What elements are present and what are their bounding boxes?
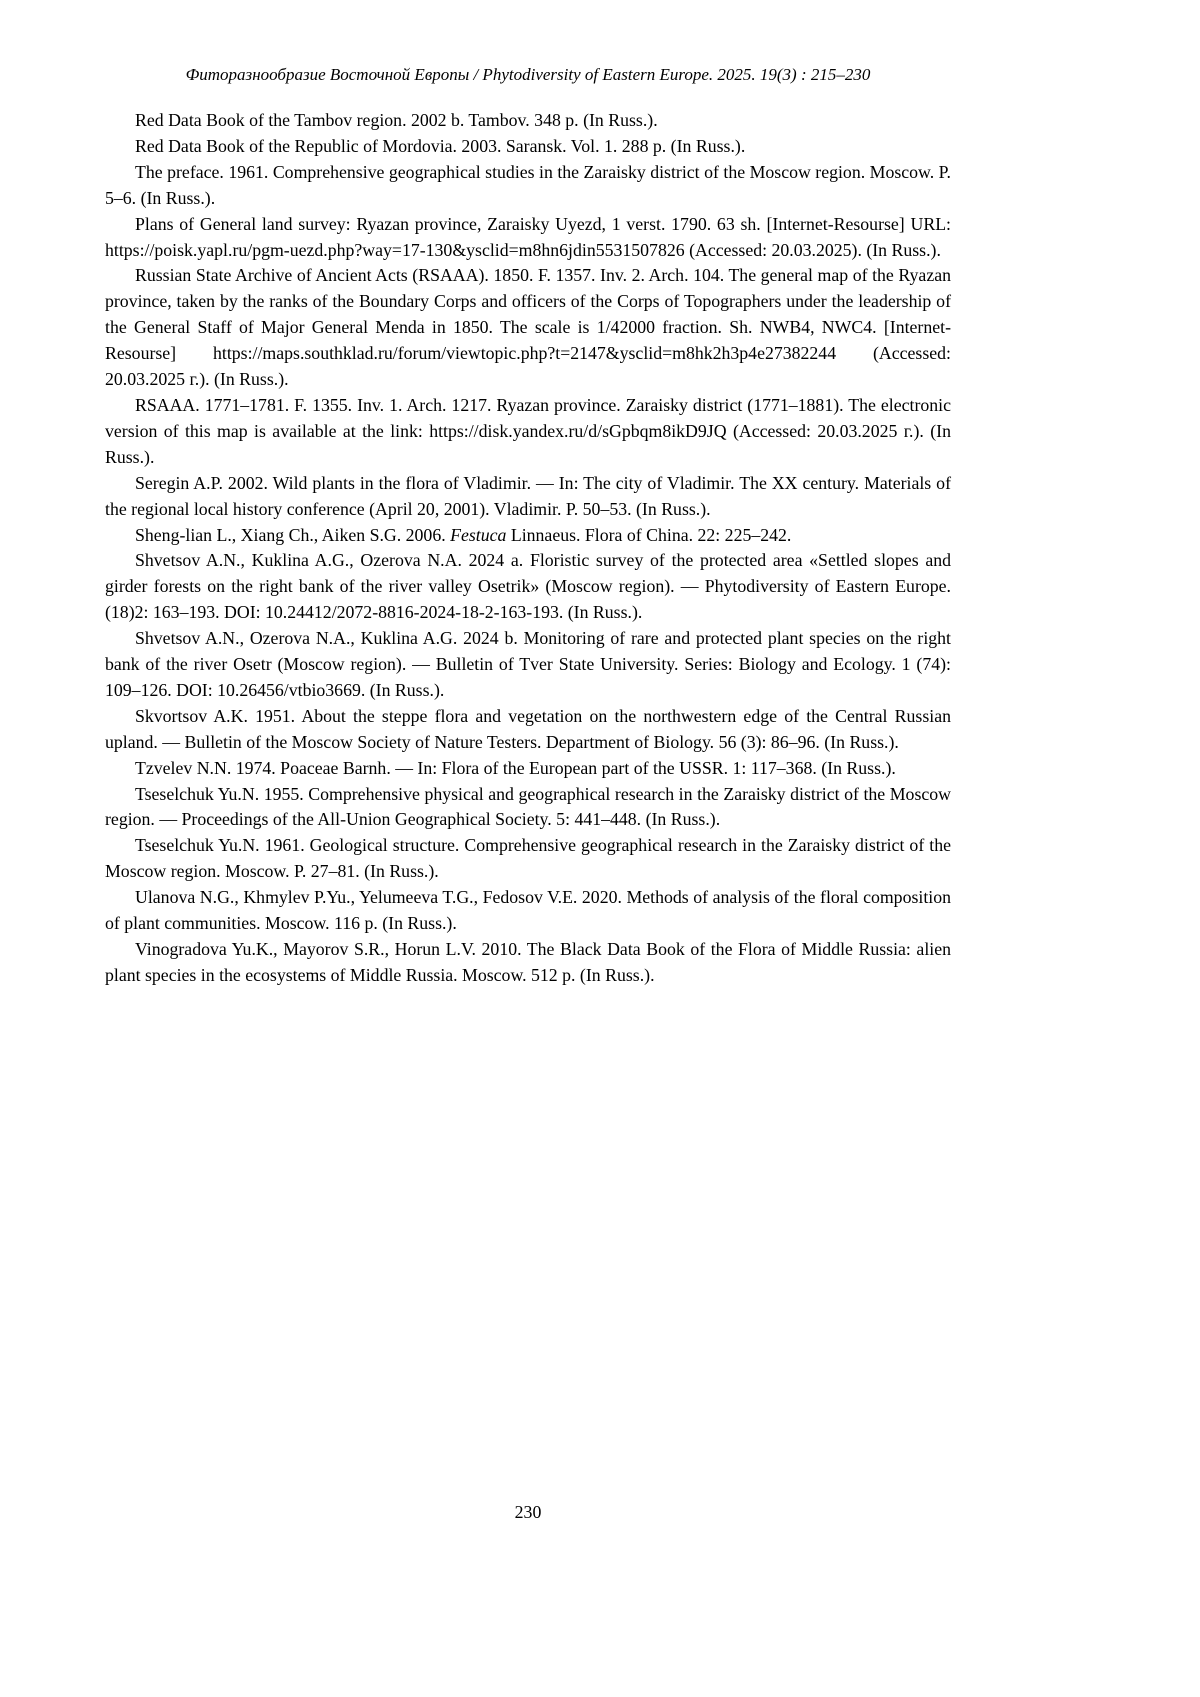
reference-entry	[105, 263, 951, 393]
reference-entry	[105, 885, 951, 937]
journal-running-head: Фиторазнообразие Восточной Европы / Phytodiversity of Eastern Europe. 2025. 19(3) : 215–230	[185, 65, 871, 84]
paper-page	[105, 64, 951, 989]
reference-text: Sheng-lian L., Xiang Ch., Aiken S.G. 2006.	[135, 524, 451, 545]
reference-entry	[105, 212, 951, 264]
reference-entry	[105, 393, 951, 471]
reference-text: Russian State Archive of Ancient Acts (RSAAA). 1850. F. 1357. Inv. 2. Arch. 104. The general map of the Ryazan province, taken by the ranks of the Boundary Corps and officers of the Corps of Topographers under the leadership of the General Staff of Major General Menda in 1850. The scale is 1/42000 fraction. Sh. NWB4, NWC4. [Internet-Resourse] https://maps.southklad.ru/forum/viewtopic.php?t=2147&ysclid=m8hk2h3p4e27382244 (Accessed: 20.03.2025 г.). (In Russ.).	[105, 265, 951, 390]
reference-text: Tseselchuk Yu.N. 1961. Geological structure. Comprehensive geographical research in the Zaraisky district of the Moscow region. Moscow. P. 27–81. (In Russ.).	[105, 835, 951, 882]
reference-text: Seregin A.P. 2002. Wild plants in the flora of Vladimir. — In: The city of Vladimir. The XX century. Materials of the regional local history conference (April 20, 2001). Vladimir. P. 50–53. (In Russ.).	[105, 472, 951, 519]
reference-entry	[105, 782, 951, 834]
reference-text: Skvortsov A.K. 1951. About the steppe flora and vegetation on the northwestern edge of the Central Russian upland. — Bulletin of the Moscow Society of Nature Testers. Department of Biology. 56 (3): 86–96. (In Russ.).	[105, 705, 951, 752]
reference-text: Red Data Book of the Republic of Mordovia. 2003. Saransk. Vol. 1. 288 p. (In Russ.).	[135, 135, 746, 156]
references-list	[105, 108, 951, 989]
reference-text: RSAAA. 1771–1781. F. 1355. Inv. 1. Arch. 1217. Ryazan province. Zaraisky district (1771–1881). The electronic version of this map is available at the link: https://disk.yandex.ru/d/sGpbqm8ikD9JQ (Accessed: 20.03.2025 г.). (In Russ.).	[105, 394, 951, 467]
reference-entry	[105, 937, 951, 989]
reference-entry	[105, 833, 951, 885]
reference-entry	[105, 704, 951, 756]
reference-entry	[105, 523, 951, 549]
reference-text: Shvetsov A.N., Kuklina A.G., Ozerova N.A. 2024 a. Floristic survey of the protected area «Settled slopes and girder forests on the right bank of the river valley Osetrik» (Moscow region). — Phytodiversity of Eastern Europe. (18)2: 163–193. DOI: 10.24412/2072-8816-2024-18-2-163-193. (In Russ.).	[105, 550, 951, 623]
reference-text: Tzvelev N.N. 1974. Poaceae Barnh. — In: Flora of the European part of the USSR. 1: 117–368. (In Russ.).	[135, 757, 896, 778]
reference-text: The preface. 1961. Comprehensive geographical studies in the Zaraisky district of the Moscow region. Moscow. P. 5–6. (In Russ.).	[105, 161, 951, 208]
reference-entry	[105, 548, 951, 626]
reference-text: Red Data Book of the Tambov region. 2002 b. Tambov. 348 p. (In Russ.).	[135, 110, 658, 130]
reference-taxon-name: Festuca	[450, 524, 507, 545]
reference-entry	[105, 134, 951, 160]
reference-entry	[105, 626, 951, 704]
reference-entry	[105, 160, 951, 212]
reference-text: Plans of General land survey: Ryazan province, Zaraisky Uyezd, 1 verst. 1790. 63 sh. [Internet-Resourse] URL: https://poisk.yapl.ru/pgm-uezd.php?way=17-130&ysclid=m8hn6jdin5531507826 (Accessed: 20.03.2025). (In Russ.).	[105, 213, 951, 260]
reference-entry	[105, 108, 951, 134]
reference-text: Shvetsov A.N., Ozerova N.A., Kuklina A.G. 2024 b. Monitoring of rare and protected plant species on the right bank of the river Osetr (Moscow region). — Bulletin of Tver State University. Series: Biology and Ecology. 1 (74): 109–126. DOI: 10.26456/vtbio3669. (In Russ.).	[105, 628, 951, 700]
reference-text: Tseselchuk Yu.N. 1955. Comprehensive physical and geographical research in the Zaraisky district of the Moscow region. — Proceedings of the All-Union Geographical Society. 5: 441–448. (In Russ.).	[105, 783, 951, 830]
reference-entry	[105, 471, 951, 523]
reference-entry	[105, 756, 951, 782]
page-number: 230	[514, 1502, 542, 1522]
reference-text: Linnaeus. Flora of China. 22: 225–242.	[506, 524, 792, 545]
reference-text: Ulanova N.G., Khmylev P.Yu., Yelumeeva T.G., Fedosov V.E. 2020. Methods of analysis of the floral composition of plant communities. Moscow. 116 p. (In Russ.).	[105, 887, 951, 934]
reference-text: Vinogradova Yu.K., Mayorov S.R., Horun L.V. 2010. The Black Data Book of the Flora of Middle Russia: alien plant species in the ecosystems of Middle Russia. Moscow. 512 p. (In Russ.).	[105, 939, 951, 985]
